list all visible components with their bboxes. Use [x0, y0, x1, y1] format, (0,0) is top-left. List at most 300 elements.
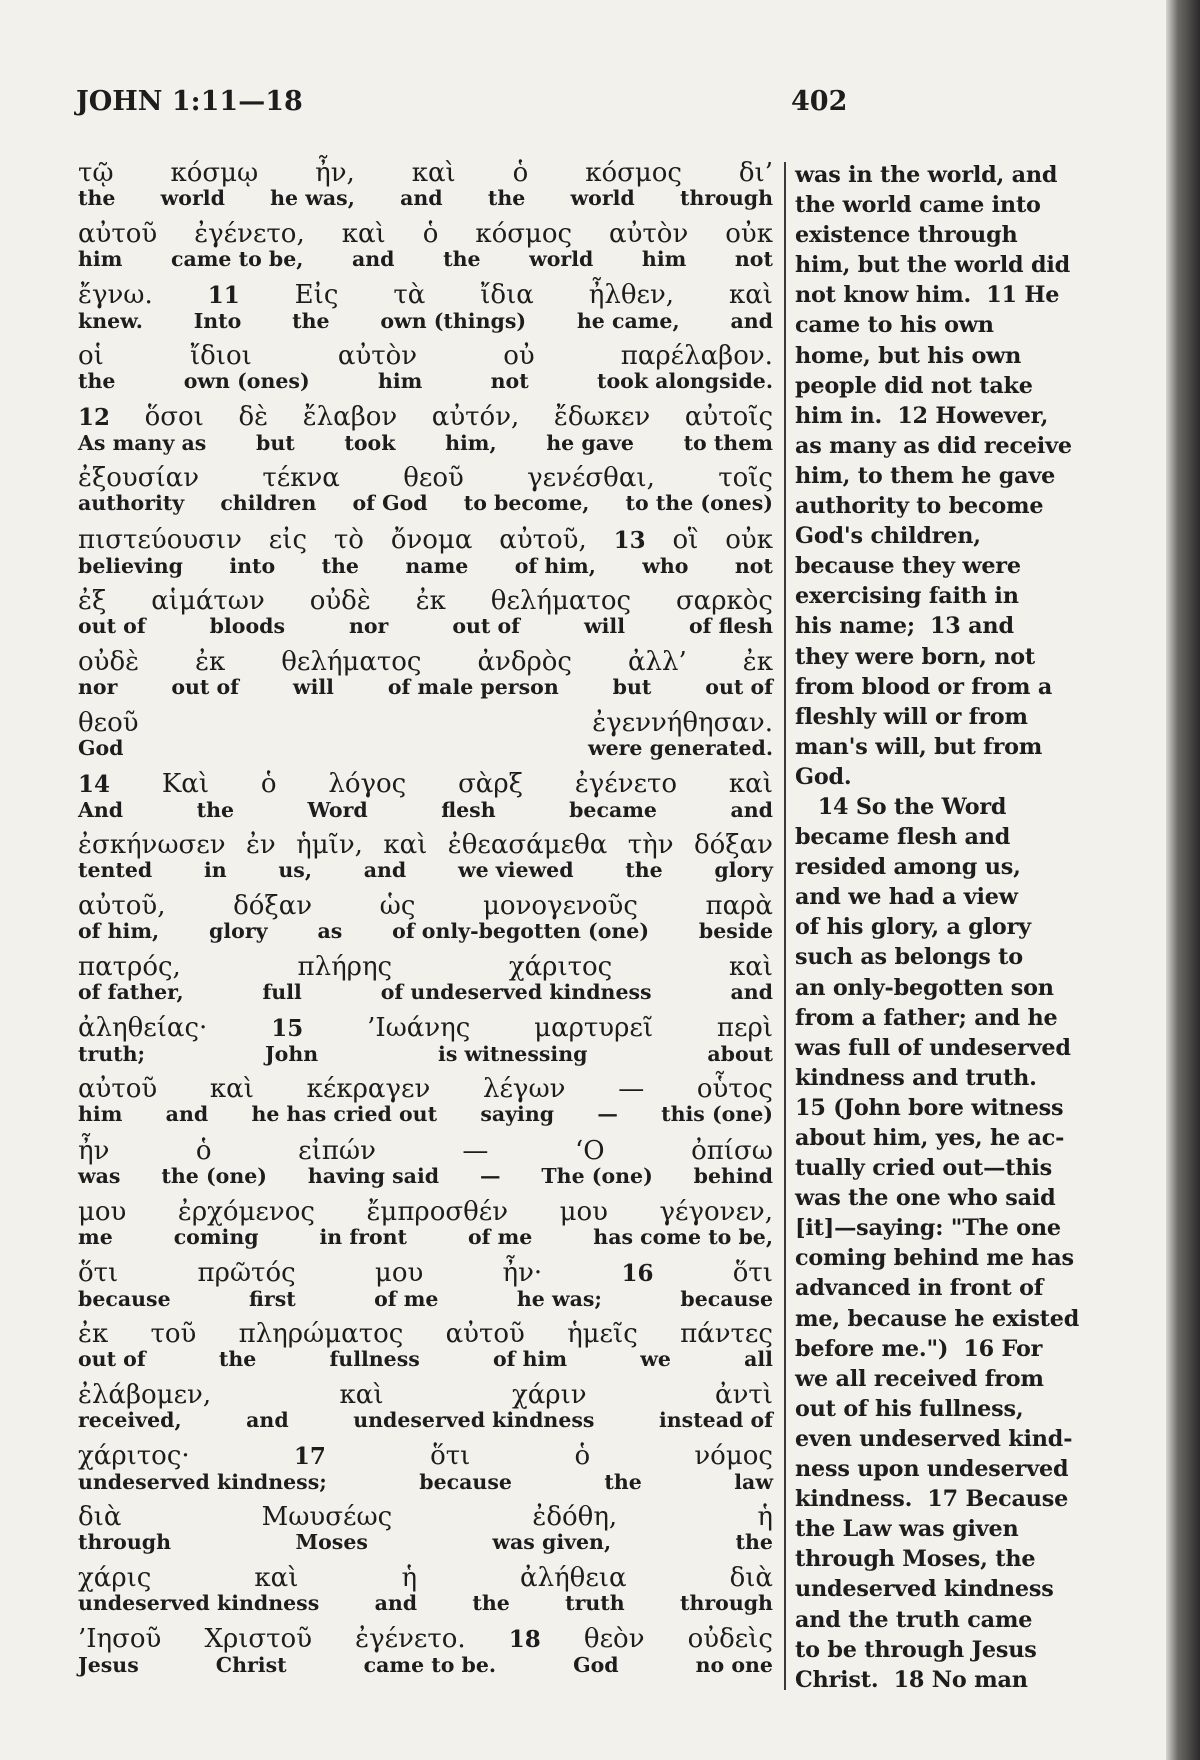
translation-line: and we had a view	[795, 884, 1018, 911]
english-gloss: tented	[78, 858, 153, 883]
greek-word: ἦν	[78, 1135, 110, 1166]
english-gloss: him	[78, 1102, 123, 1127]
greek-word: ἐκ	[415, 585, 446, 616]
english-gloss: because	[419, 1469, 512, 1494]
interlinear-line	[78, 830, 773, 891]
interlinear-line	[78, 1441, 773, 1502]
translation-line: the world came into	[795, 192, 1041, 219]
translation-line: of his glory, a glory	[795, 914, 1031, 941]
greek-word: πατρός,	[78, 952, 181, 983]
interlinear-line	[78, 463, 773, 524]
greek-word: αὐτοῦ	[445, 1318, 525, 1349]
greek-word: αὐτόν,	[431, 402, 520, 433]
greek-word: ἴδια	[480, 280, 534, 311]
english-gloss: out of	[705, 674, 773, 699]
english-gloss: first	[249, 1286, 296, 1311]
greek-word: ἐγένετο.	[355, 1624, 466, 1655]
greek-word: καὶ	[209, 1074, 254, 1105]
translation-line: even undeserved kind-	[795, 1425, 1073, 1452]
translation-line: God's children,	[795, 523, 981, 550]
greek-text-row	[78, 525, 773, 556]
greek-word: αἱμάτων	[151, 585, 265, 616]
english-gloss: came to be,	[170, 247, 304, 272]
greek-word: ἡμεῖς	[567, 1318, 638, 1349]
english-gloss: the	[218, 1346, 257, 1371]
interlinear-line	[78, 1136, 773, 1197]
english-gloss: glory	[209, 919, 268, 944]
english-gloss: John	[264, 1042, 319, 1067]
greek-word: αὐτοῦ	[78, 219, 158, 250]
translation-line: they were born, not	[795, 643, 1036, 670]
interlinear-line	[78, 1258, 773, 1319]
english-gloss: the	[735, 1530, 773, 1555]
greek-word: καὶ	[339, 1379, 384, 1410]
english-gloss: and	[374, 1591, 418, 1616]
english-gloss-row	[78, 492, 773, 514]
greek-word: περὶ	[716, 1013, 773, 1044]
greek-text-row	[78, 158, 773, 188]
greek-word: Μωυσέως	[261, 1502, 393, 1533]
greek-word: ὅτι	[430, 1440, 471, 1471]
greek-word: ἀντὶ	[715, 1379, 773, 1410]
english-gloss: undeserved kindness;	[78, 1469, 327, 1494]
greek-word: οὐδεὶς	[687, 1624, 773, 1655]
english-gloss: Christ	[215, 1653, 287, 1678]
english-gloss-row	[78, 981, 773, 1003]
greek-word: ἐγεννήθησαν.	[592, 707, 773, 738]
translation-line: came to his own	[795, 312, 994, 339]
english-gloss: out of	[171, 674, 239, 699]
greek-word: αὐτοῦ	[78, 1074, 158, 1105]
greek-word: χάρις	[78, 1563, 152, 1594]
english-gloss: The (one)	[541, 1163, 653, 1188]
greek-word: πλήρης	[297, 952, 393, 983]
greek-word: ἐξ	[78, 585, 107, 616]
english-gloss: saying	[480, 1102, 555, 1127]
greek-text-row	[78, 280, 773, 311]
greek-word: τὸ	[333, 524, 364, 555]
english-gloss: out of	[78, 1346, 146, 1371]
greek-word: ὀπίσω	[691, 1135, 773, 1166]
english-gloss: beside	[698, 919, 773, 944]
greek-word: πάντες	[680, 1318, 773, 1349]
english-gloss: the	[78, 186, 116, 210]
english-gloss: has come to be,	[593, 1224, 773, 1249]
translation-line: before me.") 16 For	[795, 1335, 1043, 1362]
greek-word: αὐτὸν	[609, 219, 689, 250]
english-gloss-row	[78, 432, 773, 454]
english-gloss: was	[78, 1163, 121, 1188]
greek-word: θεοῦ	[403, 463, 464, 494]
greek-text-row	[78, 1502, 773, 1532]
greek-word: πληρώματος	[238, 1318, 404, 1349]
greek-word: ἔδωκεν	[553, 402, 651, 433]
greek-word: ὅσοι	[144, 402, 204, 433]
english-gloss: glory	[714, 858, 773, 883]
greek-word: ἡ	[401, 1563, 418, 1594]
greek-word: καὶ	[411, 158, 456, 188]
verse-number: 17	[293, 1442, 326, 1470]
greek-word: μαρτυρεῖ	[534, 1013, 654, 1044]
english-gloss: as	[317, 919, 343, 944]
greek-word: κόσμος	[585, 158, 682, 188]
greek-word: τὴν	[627, 830, 674, 861]
english-gloss: behind	[693, 1163, 773, 1188]
translation-line: because they were	[795, 553, 1021, 580]
greek-text-row	[78, 891, 773, 921]
english-gloss: the	[321, 553, 359, 578]
english-gloss: children	[220, 491, 317, 516]
translation-line: to be through Jesus	[795, 1636, 1037, 1663]
greek-text-row	[78, 341, 773, 371]
translation-line: 15 (John bore witness	[795, 1094, 1064, 1121]
greek-text-row	[78, 769, 773, 800]
english-gloss: all	[744, 1346, 773, 1371]
english-gloss: instead of	[658, 1407, 773, 1432]
greek-text-row	[78, 1563, 773, 1593]
english-gloss-row	[78, 920, 773, 942]
english-gloss: the	[472, 1591, 510, 1616]
english-gloss: because	[680, 1286, 773, 1311]
greek-word: γενέσθαι,	[527, 463, 655, 494]
english-gloss: who	[642, 553, 689, 578]
greek-word: Χριστοῦ	[204, 1624, 313, 1655]
greek-word: λόγος	[328, 768, 407, 799]
greek-word: κόσμῳ	[170, 158, 259, 188]
book-spine-shadow	[1166, 0, 1200, 1760]
verse-number: 16	[621, 1259, 654, 1287]
greek-word: ἡ	[757, 1502, 773, 1533]
english-gloss: we viewed	[457, 858, 574, 883]
greek-word: ἔγνω.	[78, 280, 153, 311]
english-gloss: will	[583, 613, 625, 638]
greek-word: τοῖς	[718, 463, 773, 494]
greek-word: αὐτὸν	[337, 341, 418, 372]
greek-word: εἰς	[268, 524, 308, 555]
english-gloss: world	[160, 186, 225, 210]
english-gloss: of me	[374, 1286, 439, 1311]
greek-word: ’Ιωάνης	[367, 1013, 471, 1044]
english-gloss-row	[78, 187, 773, 209]
interlinear-line	[78, 219, 773, 280]
translation-line: exercising faith in	[795, 583, 1019, 610]
translation-line: the Law was given	[795, 1516, 1019, 1543]
greek-word: —	[618, 1074, 645, 1105]
english-gloss: knew.	[78, 309, 143, 334]
greek-word: νόμος	[694, 1440, 773, 1471]
english-gloss-row	[78, 1165, 773, 1187]
greek-word: ἔλαβον	[302, 402, 398, 433]
greek-word: ἴδιοι	[189, 341, 252, 372]
greek-word: θελήματος	[281, 646, 422, 677]
greek-word: ἀλήθεια	[520, 1563, 627, 1594]
english-gloss: took alongside.	[597, 369, 773, 394]
verse-number: 18	[508, 1626, 541, 1654]
interlinear-line	[78, 158, 773, 219]
english-gloss: us,	[278, 858, 312, 883]
greek-word: πρῶτός	[197, 1257, 296, 1288]
english-gloss: Word	[307, 797, 368, 822]
english-gloss: the	[292, 309, 330, 334]
greek-word: καὶ	[383, 830, 428, 861]
interlinear-line	[78, 1013, 773, 1074]
translation-line: kindness and truth.	[795, 1064, 1037, 1091]
translation-line: advanced in front of	[795, 1275, 1044, 1302]
english-gloss: authority	[78, 491, 185, 516]
english-gloss: the	[604, 1469, 642, 1494]
greek-word: ἐκ	[78, 1318, 109, 1349]
translation-line: ness upon undeserved	[795, 1456, 1069, 1483]
english-gloss: and	[730, 309, 773, 334]
interlinear-line	[78, 525, 773, 586]
english-gloss: world	[570, 186, 635, 210]
translation-line: resided among us,	[795, 854, 1021, 881]
greek-word: ἀνδρὸς	[477, 646, 572, 677]
english-gloss: into	[229, 553, 276, 578]
english-gloss: in	[203, 858, 227, 883]
english-gloss: world	[529, 247, 594, 272]
english-gloss: the (one)	[161, 1163, 267, 1188]
english-gloss: because	[78, 1286, 171, 1311]
english-gloss: took	[344, 431, 396, 456]
verse-number: 14	[78, 770, 111, 798]
translation-line: tually cried out—this	[795, 1155, 1052, 1182]
greek-word: καὶ	[728, 768, 773, 799]
greek-text-row	[78, 1319, 773, 1349]
greek-text-row	[78, 1441, 773, 1472]
page-header	[76, 86, 846, 126]
english-gloss: of flesh	[688, 613, 773, 638]
greek-word: ἐκ	[195, 646, 226, 677]
greek-word: ‘Ο	[574, 1135, 605, 1166]
english-gloss: of father,	[78, 980, 184, 1005]
english-gloss: me	[78, 1224, 113, 1249]
greek-word: πιστεύουσιν	[78, 524, 242, 555]
greek-word: καὶ	[728, 280, 773, 311]
greek-text-row	[78, 830, 773, 860]
greek-word: εἰπών	[298, 1135, 376, 1166]
english-gloss: but	[612, 674, 652, 699]
greek-word: σὰρξ	[458, 768, 523, 799]
english-gloss-row	[78, 1043, 773, 1065]
greek-word: ὁ	[574, 1440, 591, 1471]
english-gloss: of him	[493, 1346, 568, 1371]
interlinear-line	[78, 1624, 773, 1685]
english-gloss-row	[78, 1592, 773, 1614]
english-gloss: full	[262, 980, 302, 1005]
english-gloss-row	[78, 248, 773, 270]
greek-word: οὐκ	[725, 524, 773, 555]
translation-line: through Moses, the	[795, 1546, 1036, 1573]
interlinear-line	[78, 1074, 773, 1135]
greek-word: ὁ	[512, 158, 529, 188]
greek-text-row	[78, 1013, 773, 1044]
english-gloss: own (ones)	[183, 369, 310, 394]
greek-word: δὲ	[238, 402, 269, 433]
english-gloss: not	[734, 553, 773, 578]
interlinear-line	[78, 1319, 773, 1380]
greek-text-row	[78, 1197, 773, 1227]
interlinear-column	[78, 158, 773, 1698]
translation-line: not know him. 11 He	[795, 282, 1060, 309]
greek-text-row	[78, 708, 773, 738]
translation-line: him in. 12 However,	[795, 402, 1049, 429]
greek-word: οἳ	[672, 524, 699, 555]
english-gloss: was given,	[492, 1530, 612, 1555]
greek-word: ἐκ	[742, 646, 773, 677]
english-gloss: flesh	[441, 797, 496, 822]
english-gloss: God	[573, 1653, 619, 1678]
interlinear-line	[78, 891, 773, 952]
translation-line: as many as did receive	[795, 432, 1072, 459]
greek-word: ἐρχόμενος	[177, 1196, 315, 1227]
verse-number: 12	[78, 404, 111, 432]
greek-word: δι’	[738, 158, 773, 188]
translation-line: him, to them he gave	[795, 462, 1056, 489]
english-gloss-row	[78, 615, 773, 637]
english-gloss: not	[734, 247, 773, 272]
english-gloss: him	[641, 247, 687, 272]
english-gloss: will	[292, 674, 334, 699]
verse-number: 11	[207, 282, 240, 310]
greek-word: διὰ	[78, 1502, 122, 1533]
translation-line: out of his fullness,	[795, 1395, 1024, 1422]
verse-number: 13	[613, 526, 646, 554]
greek-word: οὐ	[503, 341, 535, 372]
greek-word: μου	[559, 1196, 608, 1227]
english-gloss-row	[78, 1471, 773, 1493]
english-gloss: As many as	[78, 431, 207, 456]
page-number: 402	[791, 86, 848, 117]
english-gloss-row	[78, 676, 773, 698]
greek-word: ἐν	[245, 830, 276, 861]
greek-word: οὗτος	[696, 1074, 773, 1105]
interlinear-line	[78, 1380, 773, 1441]
greek-word: δόξαν	[693, 830, 773, 861]
english-gloss: believing	[78, 553, 183, 578]
greek-word: ὄνομα	[390, 524, 473, 555]
interlinear-line	[78, 708, 773, 769]
greek-word: κόσμος	[475, 219, 573, 250]
greek-word: χάριν	[511, 1379, 587, 1410]
greek-word: οὐκ	[725, 219, 773, 250]
english-gloss-row	[78, 1288, 773, 1310]
english-gloss-row	[78, 859, 773, 881]
english-gloss: of me	[467, 1224, 533, 1249]
english-gloss-row	[78, 1348, 773, 1370]
greek-text-row	[78, 1624, 773, 1655]
greek-word: οἱ	[78, 341, 104, 372]
english-gloss: truth	[565, 1591, 625, 1616]
greek-word: καὶ	[254, 1563, 299, 1594]
greek-word: καὶ	[341, 219, 386, 250]
english-gloss: of only-begotten (one)	[392, 919, 650, 944]
greek-text-row	[78, 402, 773, 433]
english-gloss: he came,	[576, 309, 680, 334]
english-gloss: and	[730, 797, 773, 822]
english-gloss: were generated.	[587, 735, 773, 760]
greek-word: αὐτοῦ,	[78, 891, 166, 922]
interlinear-line	[78, 586, 773, 647]
english-gloss-row	[78, 1654, 773, 1676]
translation-line: his name; 13 and	[795, 613, 1014, 640]
translation-line: people did not take	[795, 372, 1033, 399]
interlinear-line	[78, 402, 773, 463]
greek-word: ἐγένετο,	[194, 219, 305, 250]
english-gloss: truth;	[78, 1042, 146, 1067]
english-gloss-row	[78, 310, 773, 332]
greek-word: τὰ	[393, 280, 426, 311]
greek-word: ὡς	[379, 891, 416, 922]
english-gloss-row	[78, 1226, 773, 1248]
greek-word: λέγων	[482, 1074, 566, 1105]
english-gloss: Moses	[295, 1530, 368, 1555]
english-gloss: name	[405, 553, 469, 578]
greek-text-row	[78, 1074, 773, 1104]
translation-line: and the truth came	[795, 1606, 1033, 1633]
english-gloss: the	[196, 797, 235, 822]
greek-word: ’Ιησοῦ	[78, 1624, 162, 1655]
greek-word: Καὶ	[161, 768, 210, 799]
greek-word: θελήματος	[490, 585, 632, 616]
english-gloss-row	[78, 1531, 773, 1553]
english-gloss: he gave	[546, 431, 634, 456]
greek-word: ἡμῖν,	[296, 830, 363, 861]
greek-text-row	[78, 1380, 773, 1410]
english-gloss: we	[640, 1346, 671, 1371]
english-gloss: not	[490, 369, 529, 394]
greek-word: χάριτος	[508, 952, 613, 983]
english-gloss: of male person	[387, 674, 559, 699]
greek-word: καὶ	[728, 952, 773, 983]
translation-line: from blood or from a	[795, 673, 1053, 700]
english-gloss: coming	[173, 1224, 259, 1249]
greek-word: —	[462, 1135, 489, 1166]
english-gloss-row	[78, 1103, 773, 1125]
english-gloss: the	[487, 186, 526, 210]
greek-word: σαρκὸς	[675, 585, 773, 616]
english-gloss: the	[625, 858, 663, 883]
translation-line: such as belongs to	[795, 944, 1023, 971]
translation-line: was in the world, and	[795, 162, 1058, 188]
english-gloss: —	[597, 1102, 618, 1127]
english-gloss: him	[377, 369, 423, 394]
translation-line: fleshly will or from	[795, 703, 1028, 730]
greek-word: ἦλθεν,	[588, 280, 675, 311]
english-gloss: through	[679, 1591, 773, 1616]
english-gloss: but	[256, 431, 295, 456]
translation-line: authority to become	[795, 493, 1044, 520]
translation-line: an only-begotten son	[795, 974, 1054, 1001]
interlinear-line	[78, 769, 773, 830]
english-gloss: he was;	[516, 1286, 602, 1311]
greek-word: οὐδὲ	[309, 585, 371, 616]
greek-word: ἐξουσίαν	[78, 463, 200, 494]
greek-word: διὰ	[729, 1563, 773, 1594]
english-gloss: about	[707, 1042, 773, 1067]
translation-line: existence through	[795, 222, 1018, 249]
english-gloss: of him,	[78, 919, 160, 944]
greek-word: θεοῦ	[78, 707, 139, 738]
english-gloss: no one	[695, 1653, 773, 1678]
english-gloss: and	[246, 1407, 289, 1432]
english-gloss: out of	[78, 613, 146, 638]
english-gloss: him	[78, 247, 123, 272]
english-gloss: own (things)	[380, 309, 527, 334]
translation-line: was the one who said	[795, 1185, 1056, 1212]
translation-line: about him, yes, he ac-	[795, 1125, 1065, 1151]
english-gloss: nor	[348, 613, 389, 638]
